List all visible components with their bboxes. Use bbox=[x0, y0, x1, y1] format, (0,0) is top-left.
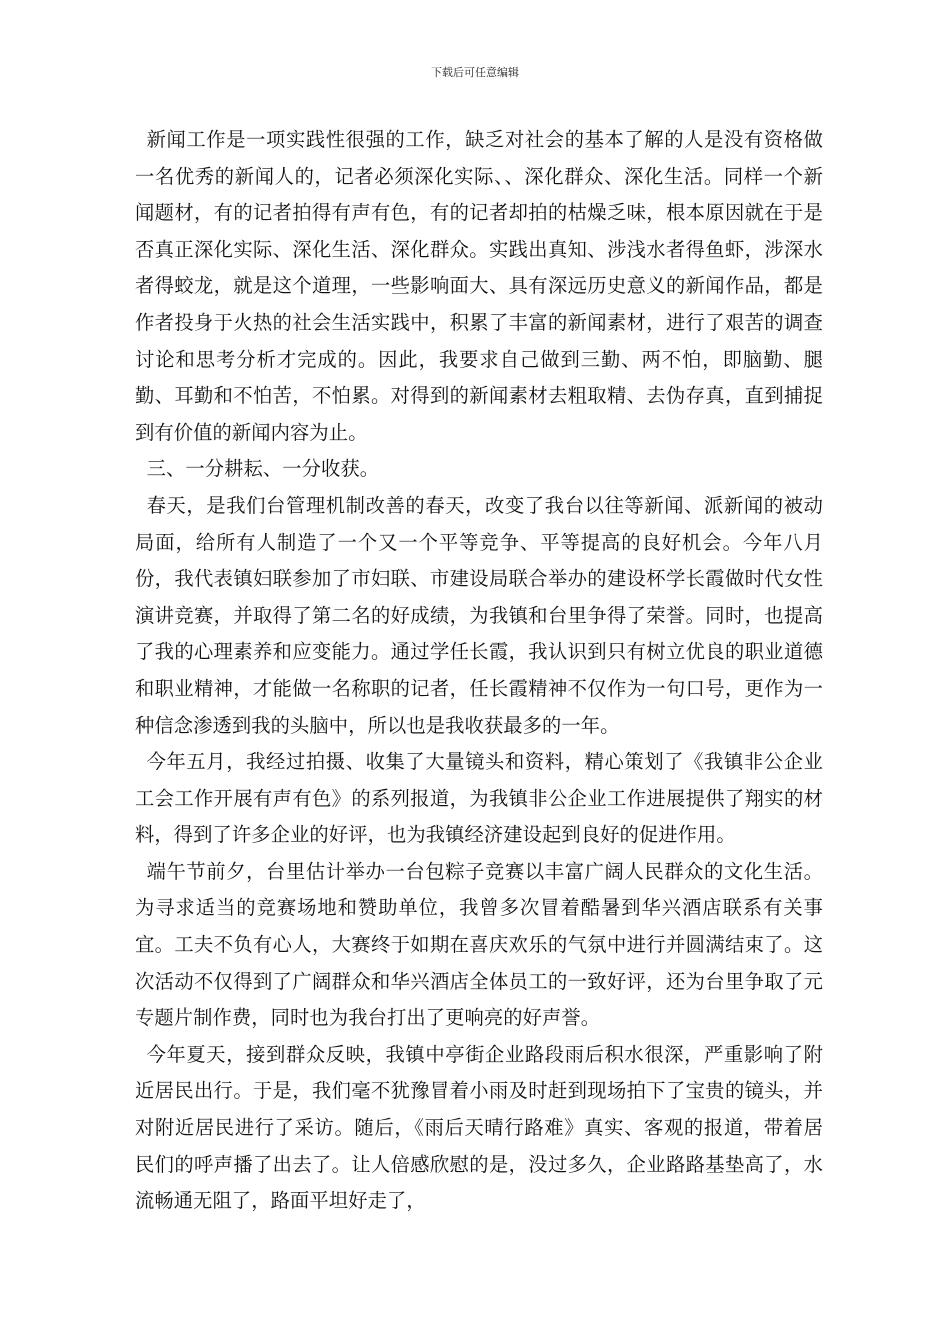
paragraph-dragon-boat: 端午节前夕，台里估计举办一台包粽子竞赛以丰富广阔人民群众的文化生活。为寻求适当的竞赛场地和赞助单位，我曾多次冒着酷暑到华兴酒店联系有关事宜。工夫不负有心人，大赛终于如期在喜庆欢乐的气氛中进行并圆满结束了。这次活动不仅得到了广阔群众和华兴酒店全体员工的一致好评，还为台里争取了元专题片制作费，同时也为我台打出了更响亮的好声誉。 bbox=[135, 859, 823, 1030]
paragraph-summer: 今年夏天，接到群众反映，我镇中亭街企业路段雨后积水很深，严重影响了附近居民出行。于是，我们毫不犹豫冒着小雨及时赶到现场拍下了宝贵的镜头，并对附近居民进行了采访。随后，《雨后天晴行路难》真实、客观的报道，带着居民们的呼声播了出去了。让人倍感欣慰的是，没过多久，企业路路基垫高了，水流畅通无阻了，路面平坦好走了， bbox=[135, 1042, 823, 1213]
paragraph-may: 今年五月，我经过拍摄、收集了大量镜头和资料，精心策划了《我镇非公企业工会工作开展有声有色》的系列报道，为我镇非公企业工作进展提供了翔实的材料，得到了许多企业的好评，也为我镇经济建设起到良好的促进作用。 bbox=[135, 750, 823, 847]
section-heading: 三、一分耕耘、一分收获。 bbox=[146, 457, 380, 481]
document-body bbox=[135, 122, 823, 1220]
page-header: 下载后可任意编辑 bbox=[431, 66, 519, 79]
paragraph-practice: 新闻工作是一项实践性很强的工作，缺乏对社会的基本了解的人是没有资格做一名优秀的新闻人的，记者必须深化实际、、深化群众、深化生活。同样一个新闻题材，有的记者拍得有声有色，有的记者却拍的枯燥乏味，根本原因就在于是否真正深化实际、深化生活、深化群众。实践出真知、涉浅水者得鱼虾，涉深水者得蛟龙，就是这个道理，一些影响面大、具有深远历史意义的新闻作品，都是作者投身于火热的社会生活实践中，积累了丰富的新闻素材，进行了艰苦的调查讨论和思考分析才完成的。因此，我要求自己做到三勤、两不怕，即脑勤、腿勤、耳勤和不怕苦，不怕累。对得到的新闻素材去粗取精、去伪存真，直到捕捉到有价值的新闻内容为止。 bbox=[135, 128, 823, 444]
paragraph-spring: 春天，是我们台管理机制改善的春天，改变了我台以往等新闻、派新闻的被动局面，给所有人制造了一个又一个平等竞争、平等提高的良好机会。今年八月份，我代表镇妇联参加了市妇联、市建设局联合举办的建设杯学长霞做时代女性演讲竞赛，并取得了第二名的好成绩，为我镇和台里争得了荣誉。同时，也提高了我的心理素养和应变能力。通过学任长霞，我认识到只有树立优良的职业道德和职业精神，才能做一名称职的记者，任长霞精神不仅作为一句口号，更作为一种信念渗透到我的头脑中，所以也是我收获最多的一年。 bbox=[135, 493, 823, 737]
